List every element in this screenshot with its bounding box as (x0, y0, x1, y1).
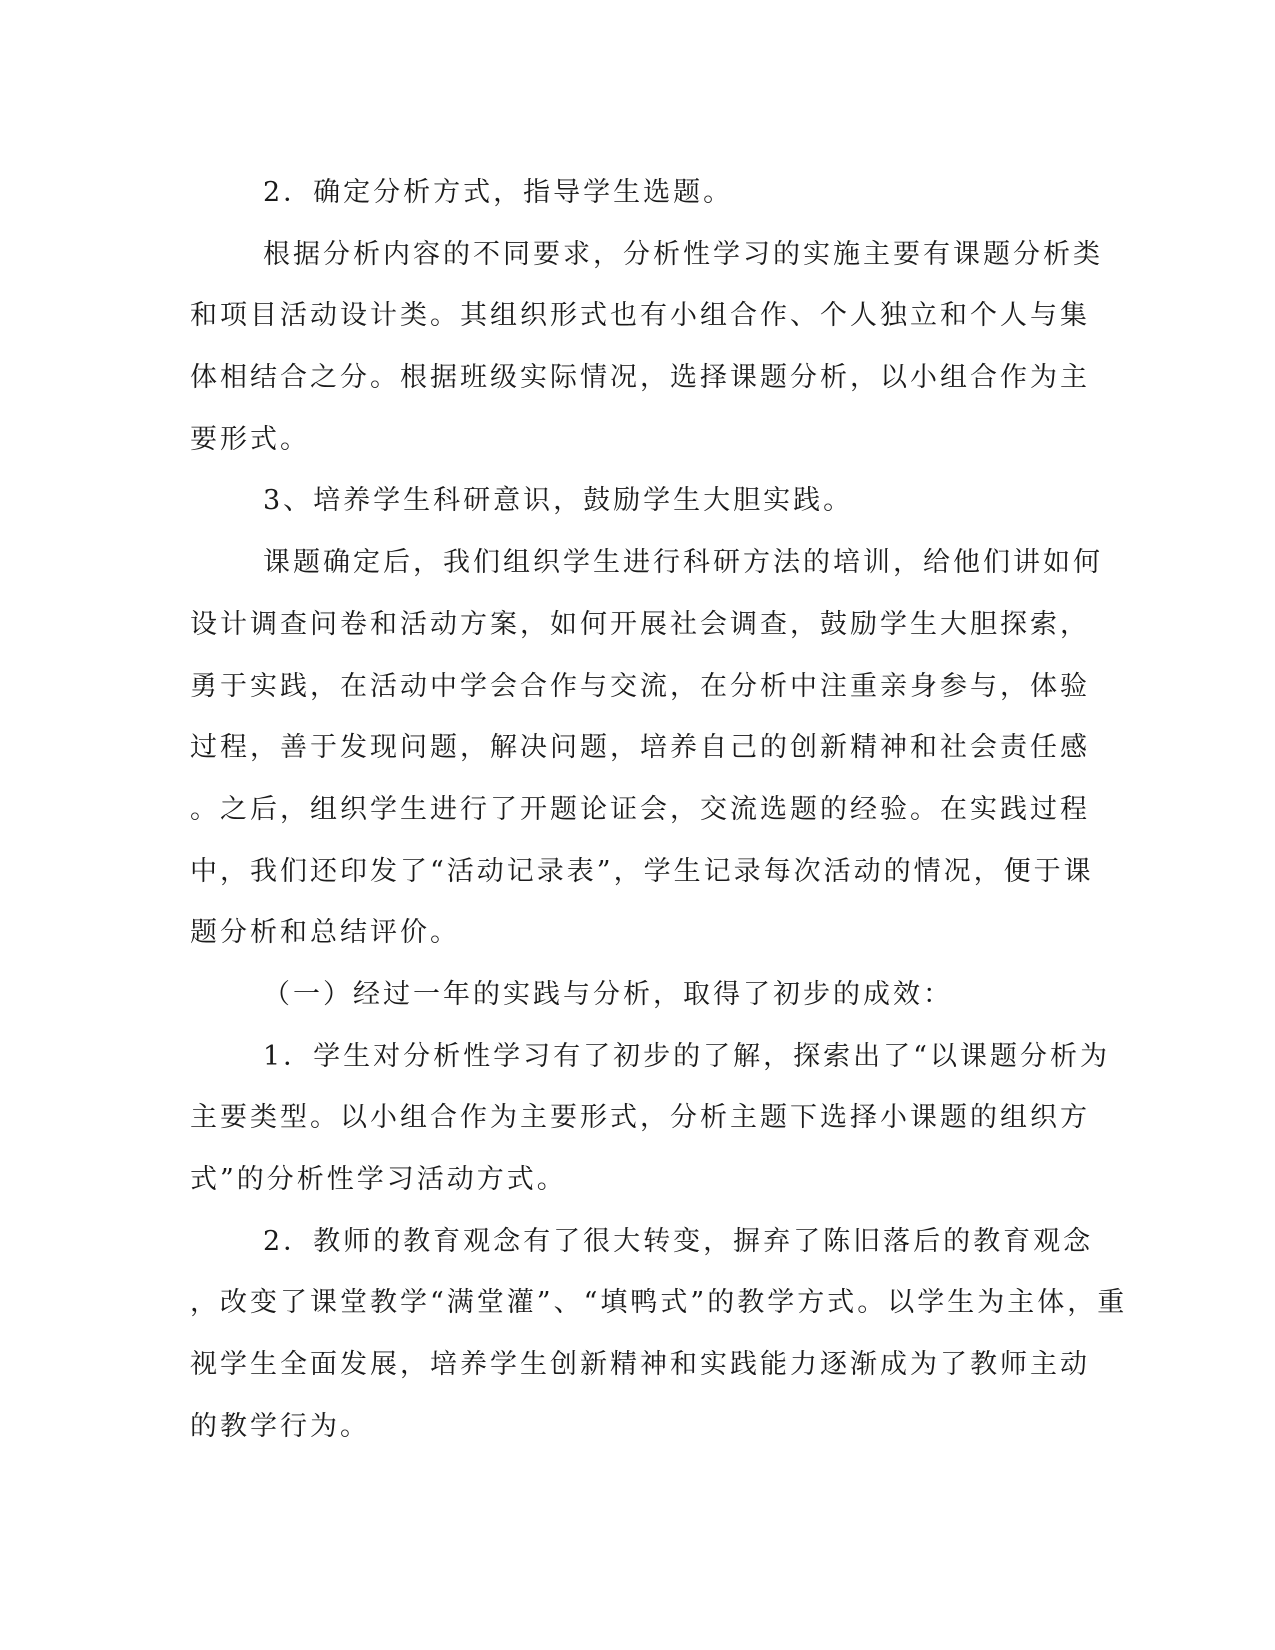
text-line: 视学生全面发展，培养学生创新精神和实践能力逐渐成为了教师主动 (190, 1349, 1090, 1381)
text-line: 要形式。 (190, 423, 310, 455)
text-line: 根据分析内容的不同要求，分析性学习的实施主要有课题分析类 (263, 238, 1103, 270)
text-line: 设计调查问卷和活动方案，如何开展社会调查，鼓励学生大胆探索， (190, 608, 1090, 640)
text-line: （一）经过一年的实践与分析，取得了初步的成效： (263, 978, 953, 1010)
text-line: 过程，善于发现问题，解决问题，培养自己的创新精神和社会责任感 (190, 732, 1090, 764)
text-line: 勇于实践，在活动中学会合作与交流，在分析中注重亲身参与，体验 (190, 670, 1090, 702)
text-line: 主要类型。以小组合作为主要形式，分析主题下选择小课题的组织方 (190, 1102, 1090, 1134)
text-line: 体相结合之分。根据班级实际情况，选择课题分析，以小组合作为主 (190, 362, 1090, 394)
document-body (190, 162, 1128, 1457)
text-line: 1．学生对分析性学习有了初步的了解，探索出了“以课题分析为 (263, 1040, 1110, 1072)
text-line: ，改变了课堂教学“满堂灌”、“填鸭式”的教学方式。以学生为主体，重 (190, 1287, 1128, 1319)
text-line: 题分析和总结评价。 (190, 917, 460, 949)
text-line: 中，我们还印发了“活动记录表”，学生记录每次活动的情况，便于课 (190, 855, 1094, 887)
text-line: 课题确定后，我们组织学生进行科研方法的培训，给他们讲如何 (263, 547, 1103, 579)
text-line: 。之后，组织学生进行了开题论证会，交流选题的经验。在实践过程 (190, 793, 1090, 825)
text-line: 3、培养学生科研意识，鼓励学生大胆实践。 (263, 485, 854, 517)
text-line: 2．确定分析方式，指导学生选题。 (263, 177, 734, 208)
text-line: 2．教师的教育观念有了很大转变，摒弃了陈旧落后的教育观念 (263, 1225, 1094, 1257)
text-line: 和项目活动设计类。其组织形式也有小组合作、个人独立和个人与集 (190, 300, 1090, 332)
text-line: 的教学行为。 (190, 1410, 370, 1442)
text-line: 式”的分析性学习活动方式。 (190, 1164, 567, 1195)
